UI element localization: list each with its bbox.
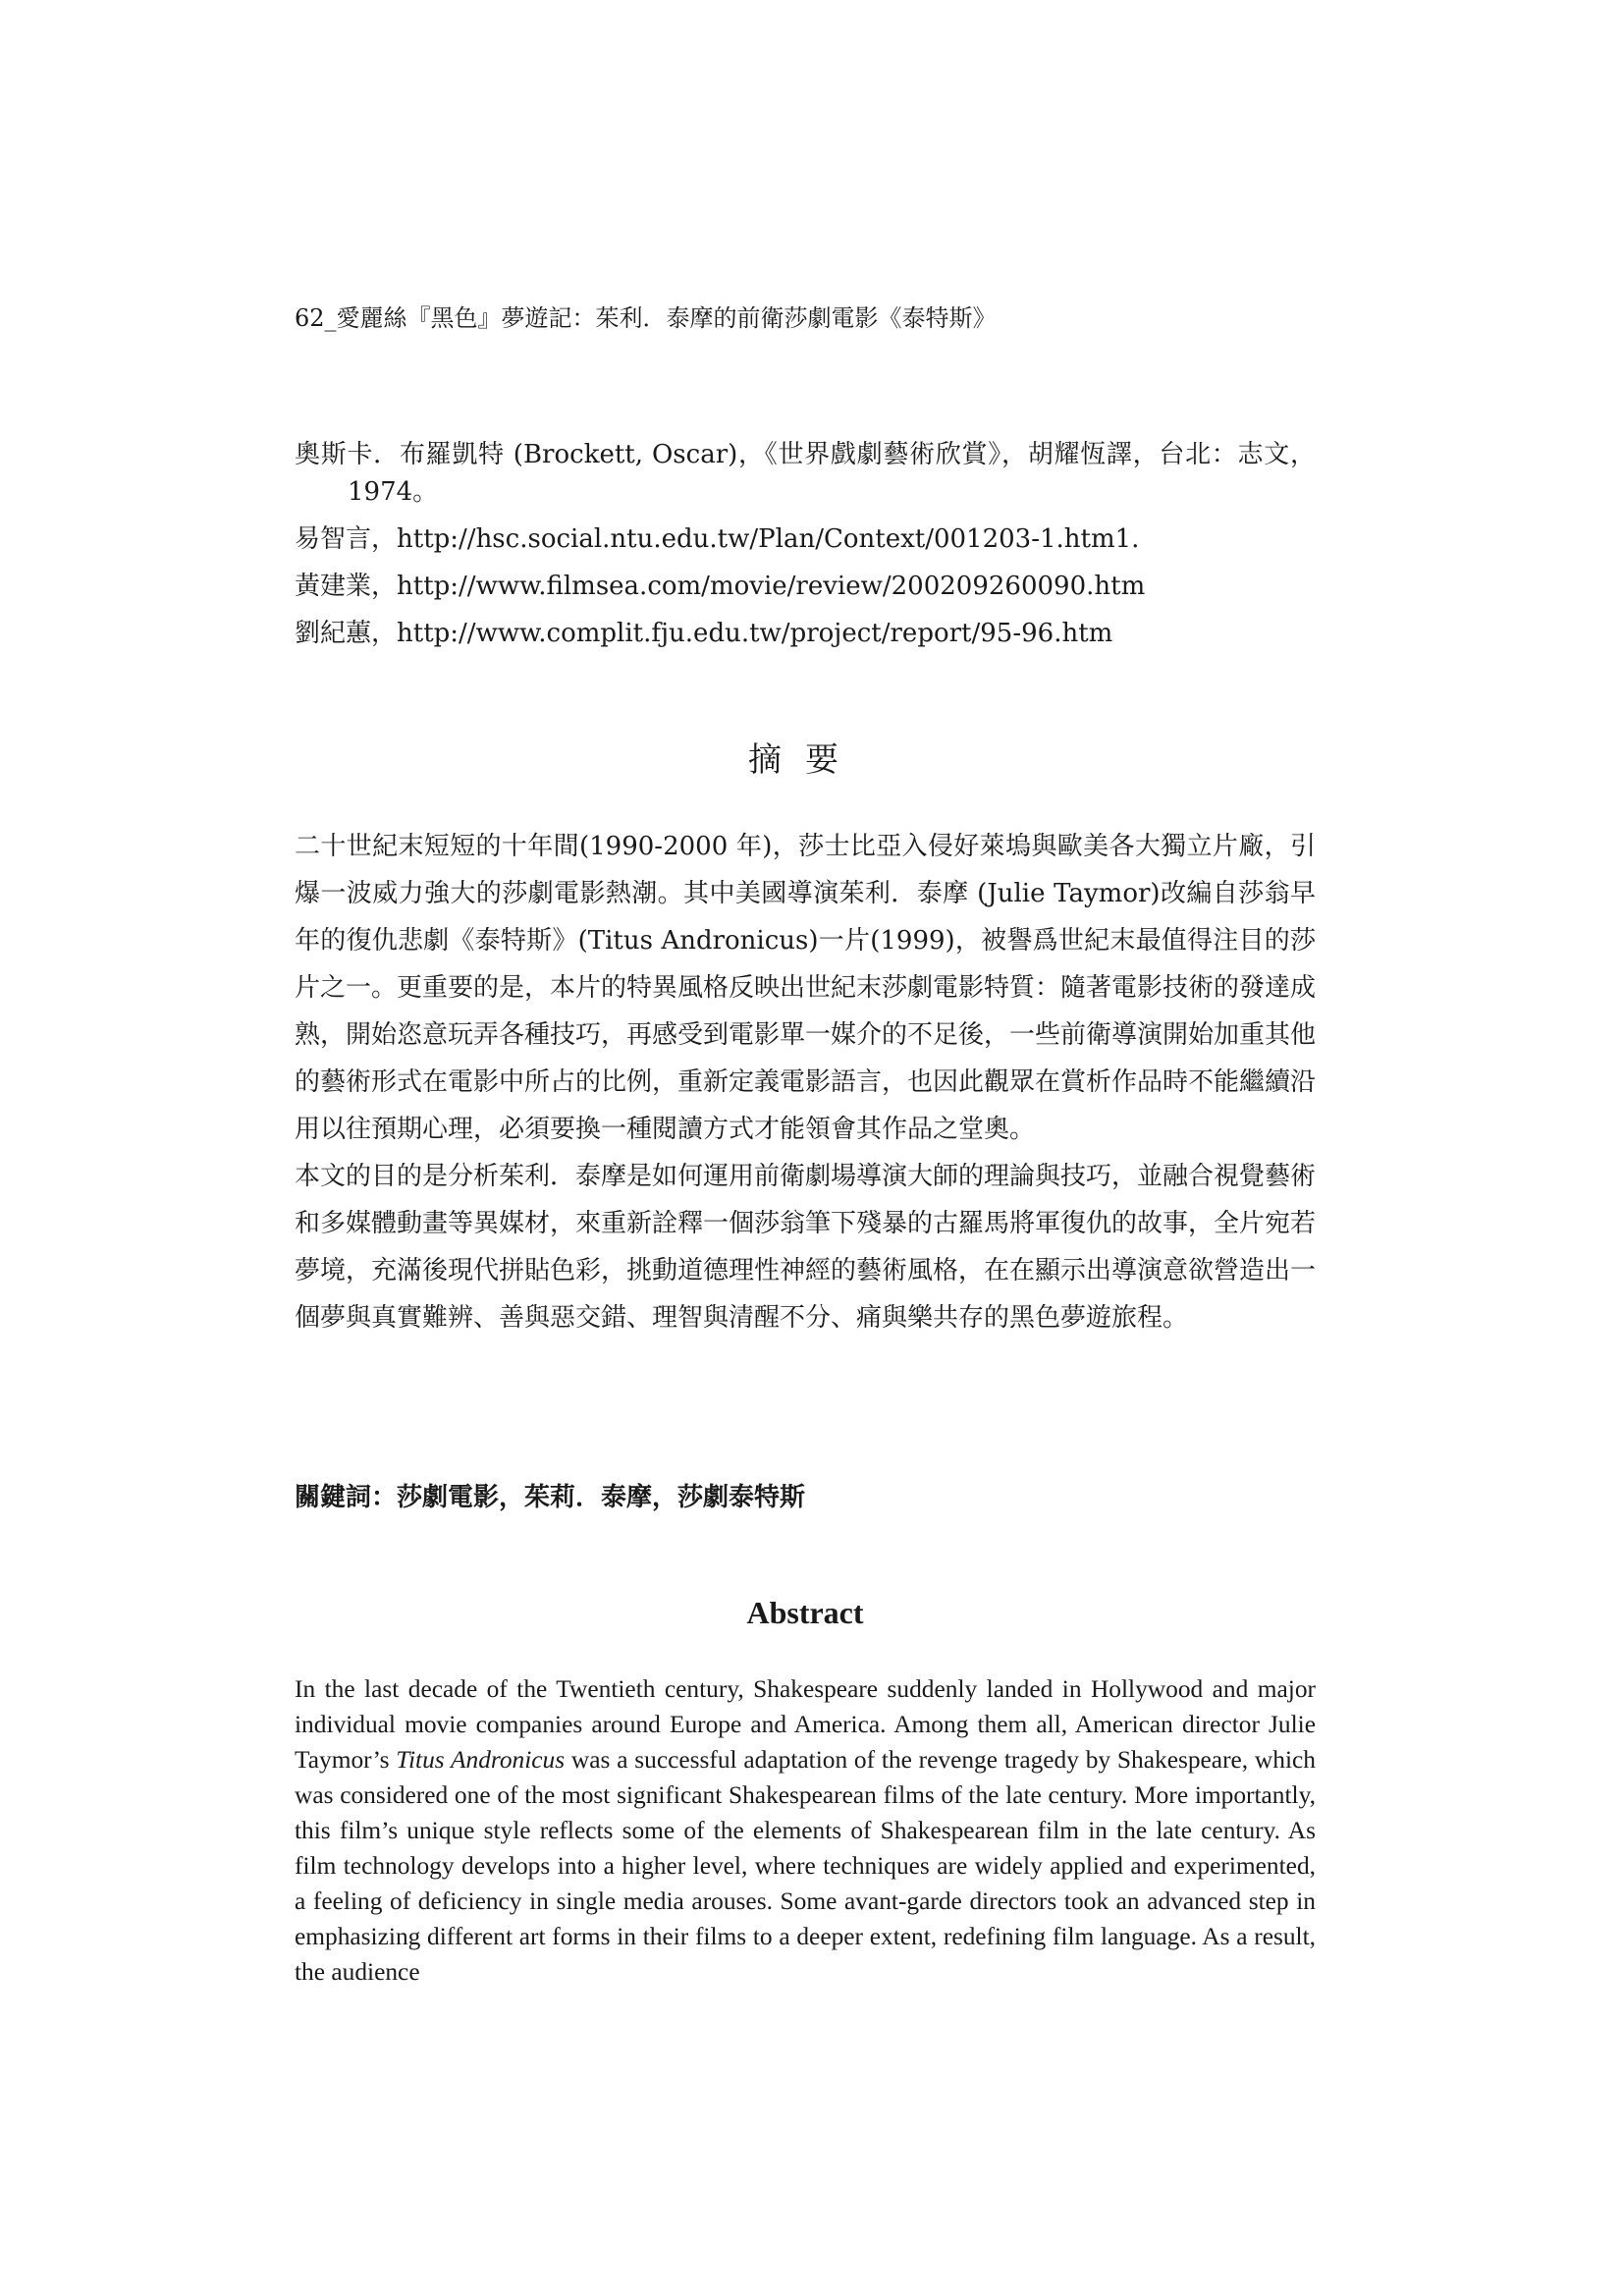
chinese-abstract-body (295, 823, 1316, 1341)
reference-entry: 奧斯卡．布羅凱特 (Brockett, Oscar)，《世界戲劇藝術欣賞》，胡耀恆譯，台北：志文，1974。 (295, 440, 1316, 507)
reference-entry: 劉紀蕙，http://www.complit.fju.edu.tw/project/report/95-96.htm (295, 619, 1113, 648)
abstract-text-part: was a successful adaptation of the revenge tragedy by Shakespeare, which was considered one of the most significant Shakespearean films of the late century. More importantly, this film’s unique style reflects some of the elements of Shakespearean film in the late century. As film technology develops into a higher level, where techniques are widely applied and experimented, a feeling of deficiency in single media arouses. Some avant-garde directors took an advanced step in emphasizing different art forms in their films to a deeper extent, redefining film language. As a result, the audience (295, 1746, 1316, 1986)
reference-entry: 黃建業，http://www.filmsea.com/movie/review/200209260090.htm (295, 572, 1146, 601)
chinese-abstract-title: 摘要 (748, 740, 862, 780)
abstract-text-part: In the last decade of the Twentieth century, Shakespeare suddenly landed in Hollywood and major individual movie companies around Europe and America. Among them all, American director Julie Taymor’s (295, 1675, 1316, 1774)
english-abstract-paragraph (295, 1671, 1316, 1990)
running-header: 62_愛麗絲『黑色』夢遊記：茱利．泰摩的前衛莎劇電影《泰特斯》 (295, 304, 997, 332)
chinese-abstract-paragraph: 二十世紀末短短的十年間(1990-2000 年)，莎士比亞入侵好萊塢與歐美各大獨立片廠，引爆一波威力強大的莎劇電影熱潮。其中美國導演茱利．泰摩 (Julie Taymor)改編自莎翁早年的復仇悲劇《泰特斯》(Titus Andronicus)一片(1999)，被譽爲世紀末最值得注目的莎片之一。更重要的是，本片的特異風格反映出世紀末莎劇電影特質：隨著電影技術的發達成熟，開始恣意玩弄各種技巧，再感受到電影單一媒介的不足後，一些前衛導演開始加重其他的藝術形式在電影中所占的比例，重新定義電影語言，也因此觀眾在賞析作品時不能繼續沿用以往預期心理，必須要換一種閱讀方式才能領會其作品之堂奧。 (295, 832, 1317, 1144)
chinese-abstract-paragraph: 本文的目的是分析茱利．泰摩是如何運用前衛劇場導演大師的理論與技巧，並融合視覺藝術和多媒體動畫等異媒材，來重新詮釋一個莎翁筆下殘暴的古羅馬將軍復仇的故事，全片宛若夢境，充滿後現代拼貼色彩，挑動道德理性神經的藝術風格，在在顯示出導演意欲營造出一個夢與真實難辨、善與惡交錯、理智與清醒不分、痛與樂共存的黑色夢遊旅程。 (295, 1162, 1317, 1333)
reference-entry: 易智言，http://hsc.social.ntu.edu.tw/Plan/Context/001203-1.htm1. (295, 524, 1140, 554)
reference-list (295, 436, 1316, 662)
keywords-line: 關鍵詞：莎劇電影，茱莉．泰摩，莎劇泰特斯 (295, 1483, 806, 1512)
english-abstract-body (295, 1671, 1316, 1990)
film-title-italic: Titus Andronicus (396, 1746, 566, 1774)
english-abstract-title: Abstract (746, 1595, 864, 1630)
